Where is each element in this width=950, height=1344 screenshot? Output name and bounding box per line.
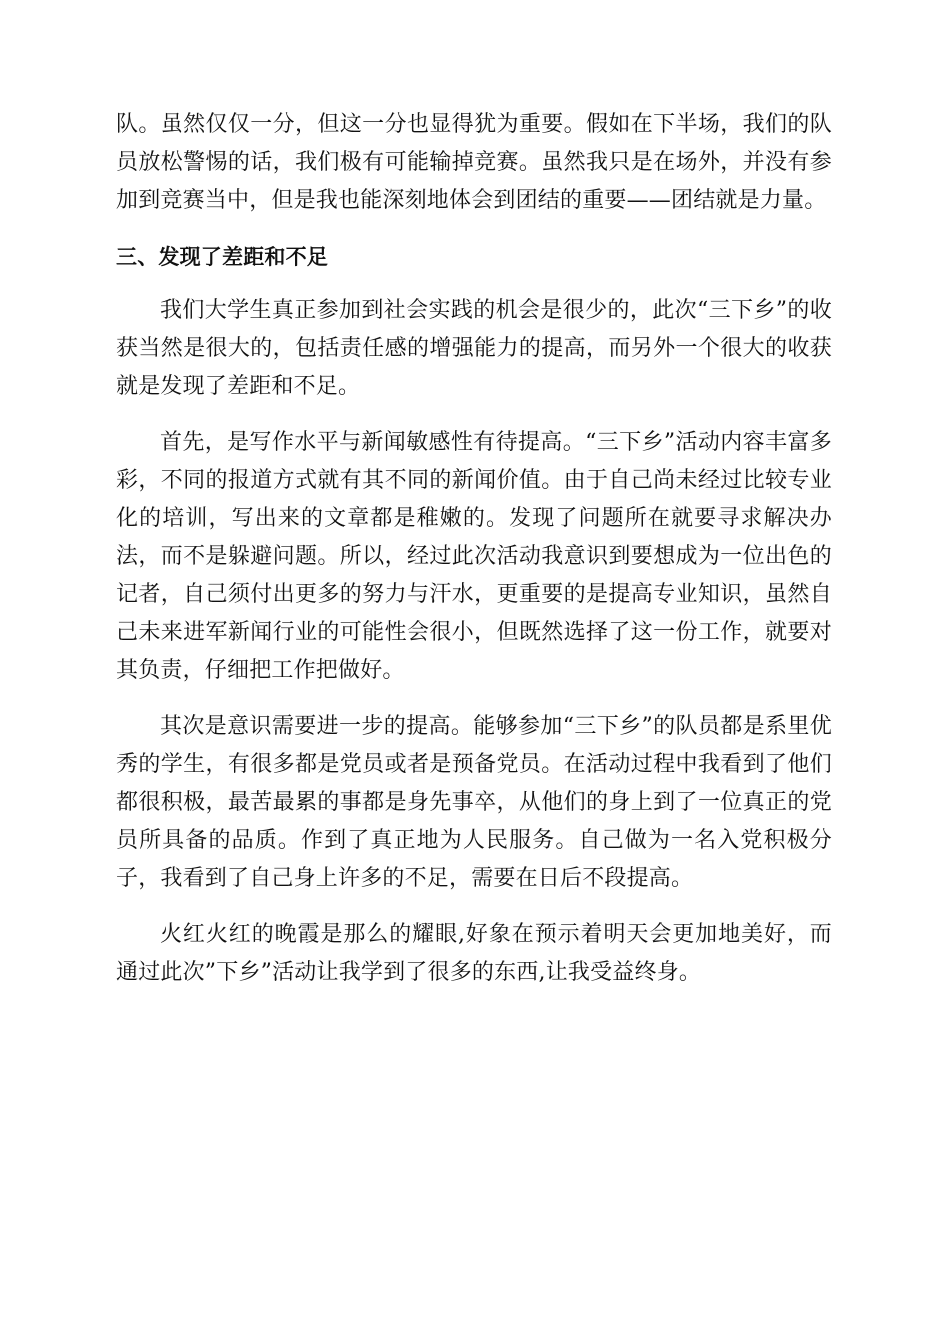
section-heading: 三、发现了差距和不足 — [116, 245, 328, 269]
document-body — [116, 106, 832, 992]
continuation-paragraph: 队。虽然仅仅一分，但这一分也显得犹为重要。假如在下半场，我们的队员放松警惕的话，我们极有可能输掉竞赛。虽然我只是在场外，并没有参加到竞赛当中，但是我也能深刻地体会到团结的重要——团结就是力量。 — [116, 112, 832, 213]
paragraph-writing-skills: 首先，是写作水平与新闻敏感性有待提高。“三下乡”活动内容丰富多彩，不同的报道方式就有其不同的新闻价值。由于自己尚未经过比较专业化的培训，写出来的文章都是稚嫩的。发现了问题所在就要寻求解决办法，而不是躲避问题。所以，经过此次活动我意识到要想成为一位出色的记者，自己须付出更多的努力与汗水，更重要的是提高专业知识，虽然自己未来进军新闻行业的可能性会很小，但既然选择了这一份工作，就要对其负责，仔细把工作把做好。 — [116, 430, 832, 683]
paragraph-practice-opportunity: 我们大学生真正参加到社会实践的机会是很少的，此次“三下乡”的收获当然是很大的，包括责任感的增强能力的提高，而另外一个很大的收获就是发现了差距和不足。 — [116, 298, 832, 399]
paragraph-conclusion: 火红火红的晚霞是那么的耀眼,好象在预示着明天会更加地美好，而通过此次”下乡”活动让我学到了很多的东西,让我受益终身。 — [116, 922, 832, 985]
paragraph-awareness: 其次是意识需要进一步的提高。能够参加“三下乡”的队员都是系里优秀的学生，有很多都是党员或者是预备党员。在活动过程中我看到了他们都很积极，最苦最累的事都是身先事卒，从他们的身上到了一位真正的党员所具备的品质。作到了真正地为人民服务。自己做为一名入党积极分子，我看到了自己身上许多的不足，需要在日后不段提高。 — [116, 714, 832, 891]
